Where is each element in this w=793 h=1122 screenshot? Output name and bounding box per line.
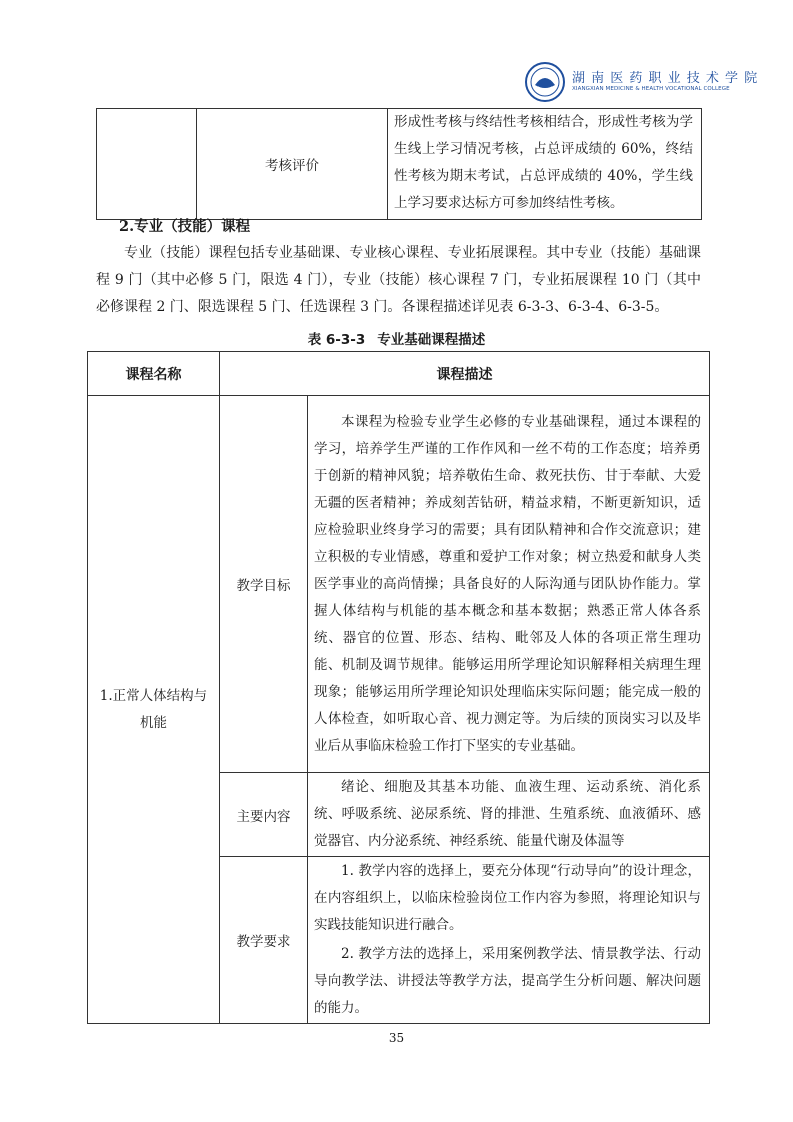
school-logo bbox=[524, 61, 759, 105]
teaching-goal-text: 本课程为检验专业学生必修的专业基础课程，通过本课程的学习，培养学生严谨的工作作风和一丝不苟的工作态度；培养勇于创新的精神风貌；培养敬佑生命、救死扶伤、甘于奉献、大爱无疆的医者精神；养成刻苦钻研，精益求精，不断更新知识，适应检验职业终身学习的需要；具有团队精神和合作交流意识；建立积极的专业情感，尊重和爱护工作对象；树立热爱和献身人类医学事业的高尚情操；具备良好的人际沟通与团队协作能力。掌握人体结构与机能的基本概念和基本数据；熟悉正常人体各系统、器官的位置、形态、结构、毗邻及人体的各项正常生理功能、机制及调节规律。能够运用所学理论知识解释相关病理生理现象；能够运用所学理论知识处理临床实际问题；能完成一般的人体检查，如听取心音、视力测定等。为后续的顶岗实习以及毕业后从事临床检验工作打下坚实的专业基础。 bbox=[314, 413, 701, 754]
main-content-cell bbox=[308, 773, 710, 857]
header-course-desc: 课程描述 bbox=[220, 352, 710, 396]
course-description-table bbox=[87, 351, 710, 1024]
course-name-line2: 机能 bbox=[140, 714, 167, 731]
assessment-text: 形成性考核与终结性考核相结合，形成性考核为学生线上学习情况考核，占总评成绩的 60%，终结性考核为期末考试，占总评成绩的 40%，学生线上学习要求达标方可参加终结性考核。 bbox=[394, 114, 693, 211]
empty-cell bbox=[97, 109, 197, 220]
table-caption bbox=[0, 328, 793, 348]
course-name-line1: 1.正常人体结构与 bbox=[99, 687, 208, 704]
table-row bbox=[97, 109, 702, 220]
main-content-label: 主要内容 bbox=[220, 773, 308, 857]
assessment-cell bbox=[388, 109, 702, 220]
school-name-cn: 湖 南 医 药 职 业 技 术 学 院 bbox=[572, 71, 759, 86]
section-heading: 2.专业（技能）课程 bbox=[119, 218, 251, 235]
teaching-req-text-1: 1. 教学内容的选择上，要充分体现“行动导向”的设计理念，在内容组织上，以临床检验岗位工作内容为参照，将理论知识与实践技能知识进行融合。 bbox=[314, 863, 701, 933]
course-name-cell bbox=[88, 396, 220, 1024]
table-caption-title: 专业基础课程描述 bbox=[377, 332, 486, 348]
section-intro: 专业（技能）课程包括专业基础课、专业核心课程、专业拓展课程。其中专业（技能）基础课程 9 门（其中必修 5 门，限选 4 门），专业（技能）核心课程 7 门，专业拓展课程 10 门（其中必修课程 2 门、限选课程 5 门、任选课程 3 门。各课程描述详见表 6-3-3、6-3-4、6-3-5。 bbox=[96, 245, 701, 315]
assessment-table bbox=[96, 108, 702, 220]
page-number: 35 bbox=[388, 1031, 405, 1045]
teaching-req-text-2: 2. 教学方法的选择上，采用案例教学法、情景教学法、行动导向教学法、讲授法等教学方法，提高学生分析问题、解决问题的能力。 bbox=[314, 946, 701, 1016]
school-name-en: XIANGXIAN MEDICINE & HEALTH VOCATIONAL COLLEGE bbox=[572, 86, 730, 92]
school-emblem-icon bbox=[524, 61, 566, 103]
table-caption-number: 表 6-3-3 bbox=[307, 332, 366, 348]
teaching-goal-cell bbox=[308, 396, 710, 773]
table-header-row bbox=[88, 352, 710, 396]
header-course-name: 课程名称 bbox=[88, 352, 220, 396]
teaching-req-cell bbox=[308, 857, 710, 1024]
assessment-label: 考核评价 bbox=[197, 109, 388, 220]
teaching-goal-label: 教学目标 bbox=[220, 396, 308, 773]
table-row bbox=[88, 396, 710, 773]
teaching-req-label: 教学要求 bbox=[220, 857, 308, 1024]
main-content-text: 绪论、细胞及其基本功能、血液生理、运动系统、消化系统、呼吸系统、泌尿系统、肾的排泄、生殖系统、血液循环、感觉器官、内分泌系统、神经系统、能量代谢及体温等 bbox=[314, 779, 701, 849]
